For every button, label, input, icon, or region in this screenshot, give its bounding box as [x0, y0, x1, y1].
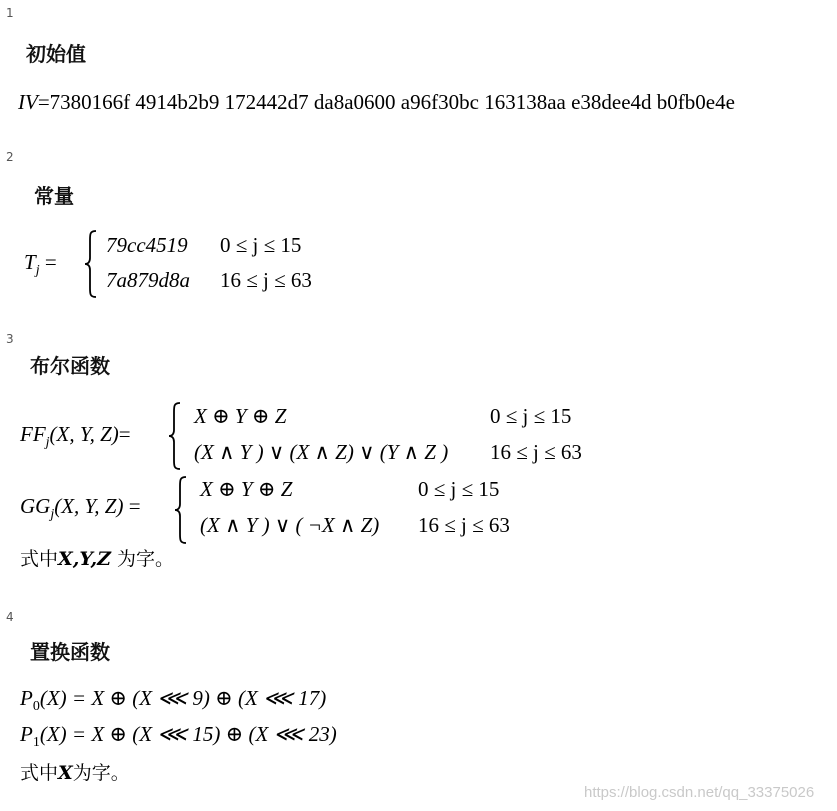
section-number-3: 3	[6, 332, 14, 346]
t-lhs	[24, 250, 57, 278]
ff-case-0-expr: X ⊕ Y ⊕ Z	[194, 404, 287, 428]
p0-formula: $P_0(X) = X$ ⊕ (X ⋘ 9) ⊕ (X ⋘ 17)	[20, 686, 327, 714]
section-title-constants: 常量	[34, 184, 74, 208]
gg-case-0-condition: 0 ≤ j ≤ 15	[418, 477, 500, 501]
ff-cases-brace	[168, 402, 182, 470]
ff-case-1-condition: 16 ≤ j ≤ 63	[490, 440, 582, 464]
section-title-permutation-functions: 置换函数	[30, 640, 110, 664]
iv-formula	[18, 90, 735, 115]
section-number-1: 1	[6, 6, 14, 20]
p1-formula: $P_1(X) = X$ ⊕ (X ⋘ 15) ⊕ (X ⋘ 23)	[20, 722, 337, 750]
t-case-0-value: 79cc4519	[106, 233, 188, 257]
t-cases-brace	[84, 230, 98, 298]
t-equals: =	[44, 250, 57, 274]
iv-label: IV	[18, 90, 38, 114]
t-case-1-condition: 16 ≤ j ≤ 63	[220, 268, 312, 292]
section-number-4: 4	[6, 610, 14, 624]
permutation-note: 式中X为字。	[20, 762, 130, 784]
t-case-0-condition: 0 ≤ j ≤ 15	[220, 233, 302, 257]
ff-case-0-condition: 0 ≤ j ≤ 15	[490, 404, 572, 428]
iv-value: =7380166f 4914b2b9 172442d7 da8a0600 a96f30bc 163138aa e38dee4d b0fb0e4e	[37, 90, 735, 114]
section-title-initial-value: 初始值	[26, 42, 86, 66]
gg-case-1-expr: (X ∧ Y ) ∨ ( ¬X ∧ Z)	[200, 513, 380, 537]
section-title-boolean-functions: 布尔函数	[30, 354, 110, 378]
ff-lhs: $FF_j(X$, Y, Z)=	[20, 422, 131, 450]
t-subscript: j	[35, 263, 40, 278]
watermark: https://blog.csdn.net/qq_33375026	[584, 784, 815, 801]
t-symbol: T	[24, 250, 36, 274]
section-number-2: 2	[6, 150, 14, 164]
boolean-note: 式中X,Y,Z 为字。	[20, 548, 175, 570]
gg-case-0-expr: X ⊕ Y ⊕ Z	[200, 477, 293, 501]
gg-case-1-condition: 16 ≤ j ≤ 63	[418, 513, 510, 537]
ff-case-1-expr: (X ∧ Y ) ∨ (X ∧ Z) ∨ (Y ∧ Z )	[194, 440, 449, 464]
gg-cases-brace	[174, 476, 188, 544]
gg-lhs: $GG_j(X$, Y, Z) =	[20, 494, 141, 522]
t-case-1-value: 7a879d8a	[106, 268, 190, 292]
